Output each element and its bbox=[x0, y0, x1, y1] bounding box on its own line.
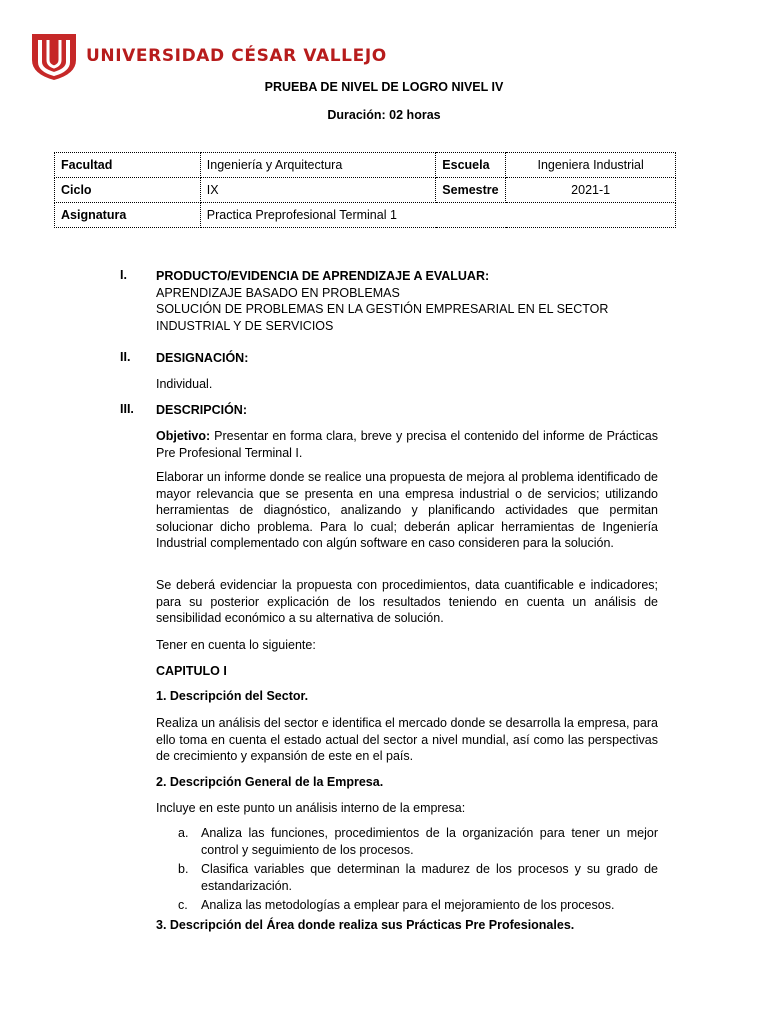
paragraph: Se deberá evidenciar la propuesta con procedimientos, data cuantificable e indicadores; para su posterior explicación de los resultados teniendo en cuenta un análisis de sensibilidad económico a su alternativa de solución. bbox=[156, 578, 658, 625]
table-cell: Ciclo bbox=[55, 178, 201, 203]
list-item-label: c. bbox=[178, 898, 188, 912]
table-cell: Practica Preprofesional Terminal 1 bbox=[200, 203, 675, 228]
document-title: PRUEBA DE NIVEL DE LOGRO NIVEL IV bbox=[264, 80, 504, 94]
university-name: UNIVERSIDAD CÉSAR VALLEJO bbox=[86, 46, 387, 66]
table-cell: Asignatura bbox=[55, 203, 201, 228]
analysis-list bbox=[178, 825, 658, 917]
table-cell: Escuela bbox=[436, 153, 506, 178]
objective-text: Presentar en forma clara, breve y precisa el contenido del informe de Prácticas Pre Profesional Terminal I. bbox=[156, 429, 658, 460]
table-cell: 2021-1 bbox=[506, 178, 676, 203]
university-shield-icon bbox=[30, 30, 78, 82]
university-logo bbox=[30, 30, 387, 82]
table-cell: Facultad bbox=[55, 153, 201, 178]
subsection-heading: 1. Descripción del Sector. bbox=[156, 689, 309, 703]
table-row bbox=[55, 153, 676, 178]
course-info-table bbox=[54, 152, 676, 228]
section-number: II. bbox=[120, 350, 131, 364]
paragraph: Incluye en este punto un análisis interno de la empresa: bbox=[156, 801, 466, 815]
table-cell: IX bbox=[200, 178, 436, 203]
list-item-label: b. bbox=[178, 862, 189, 876]
list-item-text: Analiza las funciones, procedimientos de la organización para tener un mejor control y seguimiento de los procesos. bbox=[201, 826, 658, 857]
section-heading: DESCRIPCIÓN: bbox=[156, 403, 247, 417]
paragraph: Realiza un análisis del sector e identifica el mercado donde se desarrolla la empresa, para ello toma en cuenta el estado actual del sector a nivel mundial, así como las perspectivas de crecimiento y expansión de este en el país. bbox=[156, 716, 658, 763]
paragraph: Tener en cuenta lo siguiente: bbox=[156, 638, 316, 652]
list-item-label: a. bbox=[178, 826, 189, 840]
paragraph: Elaborar un informe donde se realice una propuesta de mejora al problema identificado de mayor relevancia que se presenta en una empresa industrial o de servicios; utilizando herramientas de diagnóstico, analizando y planificando actividades que permitan solucionar dicho problema. Para lo cual; deberán aplicar herramientas de Ingeniería Industrial complementado con algún software en caso consideren para la solución. bbox=[156, 470, 658, 550]
table-row bbox=[55, 178, 676, 203]
chapter-heading: CAPITULO I bbox=[156, 664, 227, 678]
duration-label: Duración: 02 horas bbox=[327, 108, 441, 122]
section-line: APRENDIZAJE BASADO EN PROBLEMAS bbox=[156, 285, 400, 300]
list-item-text: Analiza las metodologías a emplear para el mejoramiento de los procesos. bbox=[201, 898, 615, 912]
section-line: SOLUCIÓN DE PROBLEMAS EN LA GESTIÓN EMPRESARIAL EN EL SECTOR INDUSTRIAL Y DE SERVICIOS bbox=[156, 302, 609, 333]
objective-paragraph bbox=[156, 428, 658, 461]
table-cell: Ingeniería y Arquitectura bbox=[200, 153, 436, 178]
table-cell: Ingeniera Industrial bbox=[506, 153, 676, 178]
table-row bbox=[55, 203, 676, 228]
table-cell: Semestre bbox=[436, 178, 506, 203]
list-item bbox=[178, 825, 658, 858]
list-item bbox=[178, 861, 658, 894]
section-1 bbox=[156, 268, 658, 334]
list-item-text: Clasifica variables que determinan la madurez de los procesos y su grado de estandarización. bbox=[201, 862, 658, 893]
section-heading: PRODUCTO/EVIDENCIA DE APRENDIZAJE A EVALUAR: bbox=[156, 269, 490, 283]
list-item bbox=[178, 897, 658, 914]
section-text: Individual. bbox=[156, 377, 213, 391]
section-number: III. bbox=[120, 402, 134, 416]
section-number: I. bbox=[120, 268, 127, 282]
subsection-heading: 3. Descripción del Área donde realiza sus Prácticas Pre Profesionales. bbox=[156, 918, 575, 932]
section-heading: DESIGNACIÓN: bbox=[156, 351, 249, 365]
objective-label: Objetivo: bbox=[156, 429, 211, 443]
subsection-heading: 2. Descripción General de la Empresa. bbox=[156, 775, 384, 789]
